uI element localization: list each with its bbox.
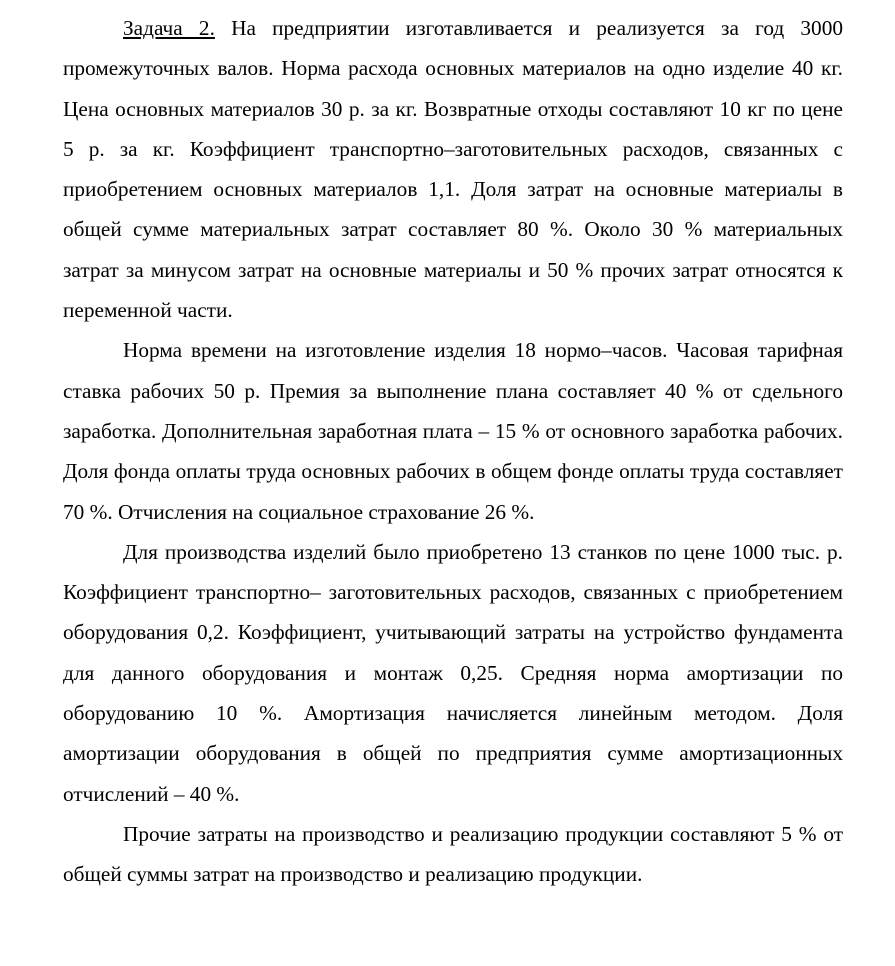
task-intro-text: На предприятии изготавливается и реализуется за год 3000 промежуточных валов. Норма расхода основных материалов на одно изделие 40 кг. Цена основных материалов 30 р. за кг. Возвратные отходы составляют 10 кг по цене 5 р. за кг. Коэффициент транспортно–заготовительных расходов, связанных с приобретением основных материалов 1,1. Доля затрат на основные материалы в общей сумме материальных затрат составляет 80 %. Около 30 % материальных затрат за минусом затрат на основные материалы и 50 % прочих затрат относятся к переменной части. (63, 16, 843, 323)
document-page (63, 8, 843, 895)
other-costs-paragraph: Прочие затраты на производство и реализацию продукции составляют 5 % от общей суммы затрат на производство и реализацию продукции. (63, 821, 843, 887)
equipment-paragraph: Для производства изделий было приобретено 13 станков по цене 1000 тыс. р. Коэффициент транспортно– заготовительных расходов, связанных с приобретением оборудования 0,2. Коэффициент, учитывающий затраты на устройство фундамента для данного оборудования и монтаж 0,25. Средняя норма амортизации по оборудованию 10 %. Амортизация начисляется линейным методом. Доля амортизации оборудования в общей по предприятия сумме амортизационных отчислений – 40 %. (63, 539, 843, 806)
labor-paragraph: Норма времени на изготовление изделия 18 нормо–часов. Часовая тарифная ставка рабочих 50 р. Премия за выполнение плана составляет 40 % от сдельного заработка. Дополнительная заработная плата – 15 % от основного заработка рабочих. Доля фонда оплаты труда основных рабочих в общем фонде оплаты труда составляет 70 %. Отчисления на социальное страхование 26 %. (63, 338, 843, 524)
task-label: Задача 2. (123, 16, 215, 40)
task-paragraph (63, 8, 843, 330)
